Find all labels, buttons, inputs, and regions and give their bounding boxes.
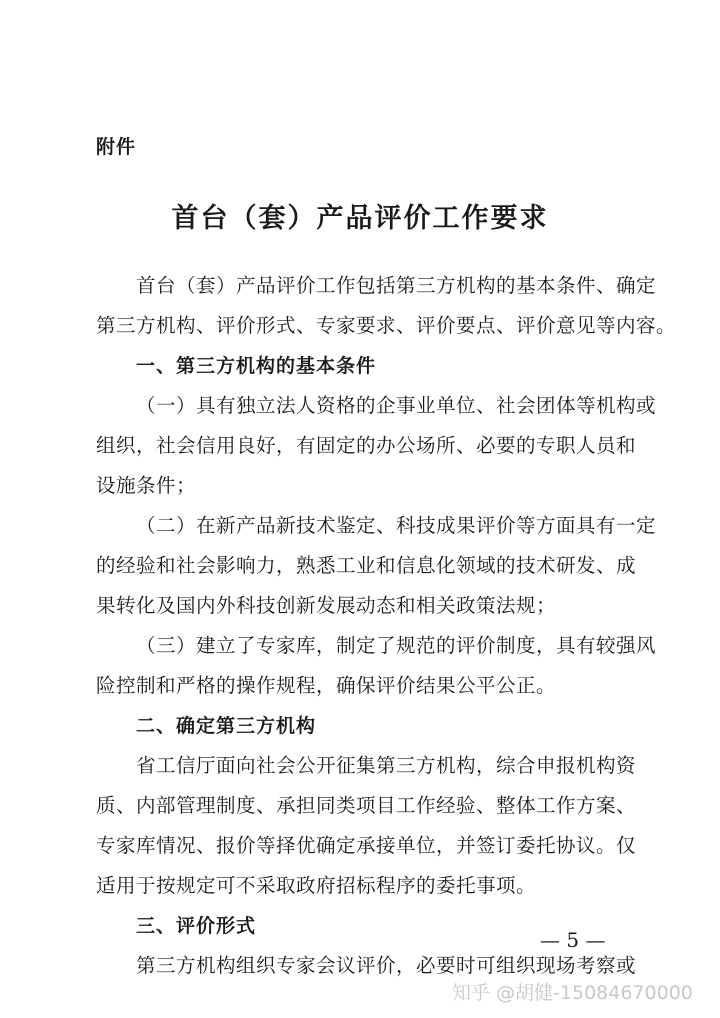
paragraph-line: 设施条件； xyxy=(96,474,197,497)
paragraph-line: 省工信厅面向社会公开征集第三方机构，综合申报机构资 xyxy=(136,754,637,777)
paragraph-line: （三）建立了专家库，制定了规范的评价制度，具有较强风 xyxy=(136,634,657,657)
paragraph-line: 质、内部管理制度、承担同类项目工作经验、整体工作方案、 xyxy=(96,794,637,817)
paragraph-line: 险控制和严格的操作规程，确保评价结果公平公正。 xyxy=(96,674,557,697)
section-heading-1: 一、第三方机构的基本条件 xyxy=(136,355,377,377)
paragraph-line: 适用于按规定可不采取政府招标程序的委托事项。 xyxy=(96,874,537,897)
page-number: — 5 — xyxy=(540,928,606,952)
paragraph-line: 组织，社会信用良好，有固定的办公场所、必要的专职人员和 xyxy=(96,434,637,457)
section-heading-2: 二、确定第三方机构 xyxy=(136,715,317,737)
paragraph-line: 第三方机构组织专家会议评价，必要时可组织现场考察或 xyxy=(136,954,637,977)
watermark-text: 知乎 @胡健-15084670000 xyxy=(452,982,693,1004)
section-heading-3: 三、评价形式 xyxy=(136,915,257,937)
paragraph-line: （一）具有独立法人资格的企事业单位、社会团体等机构或 xyxy=(136,394,657,417)
paragraph-line: （二）在新产品新技术鉴定、科技成果评价等方面具有一定 xyxy=(136,514,657,537)
attachment-label: 附件 xyxy=(96,136,137,158)
paragraph-line: 第三方机构、评价形式、专家要求、评价要点、评价意见等内容。 xyxy=(96,314,677,337)
paragraph-line: 果转化及国内外科技创新发展动态和相关政策法规； xyxy=(96,594,557,617)
document-title: 首台（套）产品评价工作要求 xyxy=(171,203,549,234)
paragraph-line: 专家库情况、报价等择优确定承接单位，并签订委托协议。仅 xyxy=(96,834,637,857)
paragraph-line: 的经验和社会影响力，熟悉工业和信息化领域的技术研发、成 xyxy=(96,554,637,577)
paragraph-line: 首台（套）产品评价工作包括第三方机构的基本条件、确定 xyxy=(136,274,657,297)
